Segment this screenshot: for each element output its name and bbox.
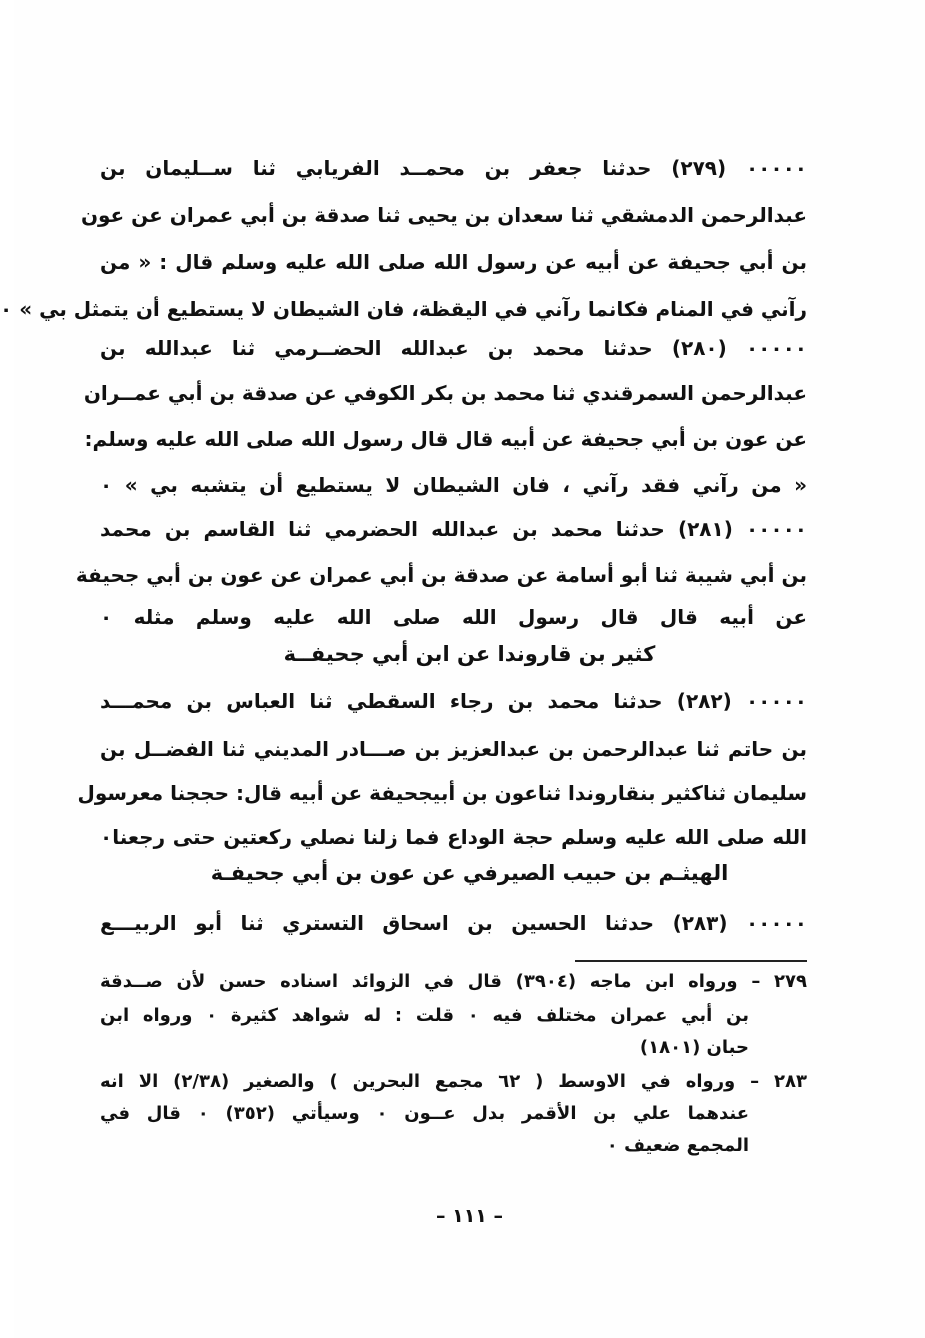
- hadith-283-line-1: ٠٠٠٠٠ (٢٨٣) حدثنا الحسين بن اسحاق التستري ثنا أبو الربيـــع: [100, 911, 807, 935]
- footnote-279-line-2: بن أبي عمران مختلف فيه ٠ قلت : له شواهد كثيرة ٠ ورواه ابن: [100, 1005, 750, 1026]
- footnote-283-line-2: عندهما علي بن الأقمر بدل عــون ٠ وسيأتي (٣٥٢) ٠ قال في: [100, 1103, 749, 1124]
- hadith-282-line-3: سليمان ثناكثير بنقاروندا ثناعون بن أبيجحيفة عن أبيه قال: حججنا معرسول: [77, 781, 807, 805]
- footnote-279-line-3: حبان (١٨٠١): [639, 1037, 749, 1058]
- hadith-282-line-1: ٠٠٠٠٠ (٢٨٢) حدثنا محمد بن رجاء السقطي ثنا العباس بن محمـــد: [100, 689, 807, 713]
- hadith-282-line-2: بن حاتم ثنا عبدالرحمن بن عبدالعزيز بن صـــادر المديني ثنا الفضــل بن: [100, 737, 807, 761]
- footnote-divider: [575, 960, 807, 962]
- hadith-279-line-3: بن أبي جحيفة عن أبيه عن رسول الله صلى الله عليه وسلم قال : « من: [100, 250, 807, 274]
- hadith-282-line-4: الله صلى الله عليه وسلم حجة الوداع فما زلنا نصلي ركعتين حتى رجعنا٠: [100, 825, 807, 849]
- page-number: – ١١١ –: [435, 1205, 504, 1227]
- hadith-281-line-3: عن أبيه قال قال رسول الله صلى الله عليه وسلم مثله ٠: [100, 605, 807, 629]
- hadith-280-line-1: ٠٠٠٠٠ (٢٨٠) حدثنا محمد بن عبدالله الحضــرمي ثنا عبدالله بن: [100, 336, 807, 360]
- hadith-280-line-4: « من رآني فقد رآني ، فان الشيطان لا يستطيع أن يتشبه بي » ٠: [100, 473, 807, 497]
- footnote-279-line-1: ٢٧٩ – ورواه ابن ماجه (٣٩٠٤) قال في الزوائد اسناده حسن لأن صــدقة: [100, 971, 807, 992]
- hadith-279-line-1: ٠٠٠٠٠ (٢٧٩) حدثنا جعفر بن محمــد الفريابي ثنا ســليمان بن: [100, 156, 807, 180]
- section-heading-haytham: الهيثـم بن حبيب الصيرفي عن عون بن أبي جحيفـة: [210, 861, 729, 885]
- footnote-283-line-1: ٢٨٣ – ورواه في الاوسط ( ٦٢ مجمع البحرين ) والصغير (٢/٣٨) الا انه: [100, 1071, 807, 1092]
- hadith-280-line-3: عن عون بن أبي جحيفة عن أبيه قال قال رسول الله صلى الله عليه وسلم:: [84, 427, 807, 451]
- section-heading-kathir: كثير بن قاروندا عن ابن أبي جحيفــة: [283, 642, 656, 666]
- hadith-279-line-4: رآني في المنام فكانما رآني في اليقظة، فان الشيطان لا يستطيع أن يتمثل بي » ٠: [0, 297, 807, 321]
- footnote-283-line-3: المجمع ضعيف ٠: [606, 1135, 749, 1156]
- hadith-279-line-2: عبدالرحمن الدمشقي ثنا سعدان بن يحيى ثنا صدقة بن أبي عمران عن عون: [80, 203, 807, 227]
- hadith-280-line-2: عبدالرحمن السمرقندي ثنا محمد بن بكر الكوفي عن صدقة بن أبي عمــران: [83, 381, 807, 405]
- hadith-281-line-2: بن أبي شيبة ثنا أبو أسامة عن صدقة بن أبي عمران عن عون بن أبي جحيفة: [75, 563, 807, 587]
- hadith-281-line-1: ٠٠٠٠٠ (٢٨١) حدثنا محمد بن عبدالله الحضرمي ثنا القاسم بن محمد: [100, 517, 808, 541]
